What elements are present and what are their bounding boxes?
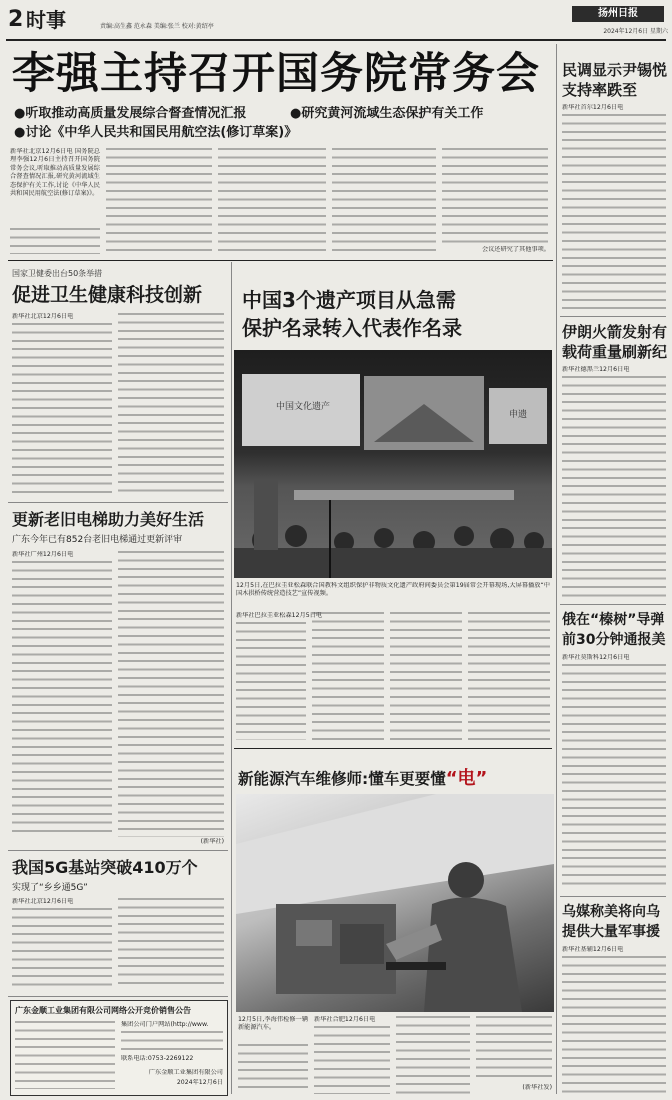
- heritage-headline-2: 保护名录转入代表作名录: [242, 316, 462, 340]
- bullet-icon: ●: [14, 125, 26, 140]
- russia-body: [562, 664, 666, 890]
- ev-headline-quote: “电”: [445, 768, 488, 789]
- heritage-body-col-1: [236, 622, 306, 740]
- bullet-icon: ●: [290, 106, 302, 121]
- ev-body-col-2: [314, 1026, 390, 1094]
- ad-date: 2024年12月6日: [176, 1079, 223, 1086]
- ad-website: 集团公司门户网站(http://www.: [121, 1021, 209, 1028]
- ev-body-col-1: [238, 1044, 308, 1094]
- heritage-caption: 12月5日,在巴拉圭亚松森联合国教科文组织保护非物质文化遗产政府间委员会第19届常会开幕现场,大屏幕播放“中国木拱桥传统营造技艺”宣传视频。: [236, 582, 550, 598]
- heritage-body-col-4: [468, 612, 550, 740]
- lead-body-col-3: [218, 148, 326, 254]
- page-number: 2: [8, 7, 24, 32]
- poll-headline-1: 民调显示尹锡悦: [562, 61, 667, 79]
- ad-title: 广东金顺工业集团有限公司网络公开竞价销售公告: [15, 1006, 191, 1015]
- poll-body: [562, 114, 666, 310]
- screen-text-right: 申遗: [508, 410, 527, 420]
- g5-headline: 我国5G基站突破410万个: [12, 858, 198, 877]
- paper-name: 扬州日报: [598, 8, 638, 19]
- elevator-subhead: 广东今年已有852台老旧电梯通过更新评审: [12, 535, 183, 545]
- lead-body-start: 新华社北京12月6日电 国务院总理李强12月6日主持召开国务院常务会议,听取推动高质量发展综合督查情况汇报,研究黄河流域生态保护有关工作,讨论《中华人民共和国民用航空法(修订草案)》。: [10, 148, 100, 198]
- heritage-body-col-3: [390, 612, 462, 740]
- g5-subhead: 实现了“乡乡通5G”: [12, 883, 88, 893]
- poll-headline-2: 支持率跌至: [562, 81, 638, 99]
- elevator-body-col-2: [118, 551, 224, 837]
- lead-body-col-4: [332, 148, 436, 254]
- ukraine-headline-2: 提供大量军事援: [562, 924, 660, 940]
- health-byline: 新华社北京12月6日电: [12, 313, 74, 320]
- ad-signer: 广东金顺工业集团有限公司: [148, 1069, 223, 1076]
- section-title: 时事: [26, 8, 66, 32]
- issue-date: 2024年12月6日 星期六: [603, 28, 668, 35]
- rocket-headline-1: 伊朗火箭发射有: [562, 323, 667, 341]
- elevator-headline: 更新老旧电梯助力美好生活: [12, 510, 205, 529]
- lead-headline: 李强主持召开国务院常务会: [12, 49, 540, 99]
- lead-body-col-2: [106, 148, 212, 254]
- editor-credits: 责编:高生鑫 范永森 美编:张兰 校对:黄绍亭: [100, 23, 214, 30]
- lead-body-col-5: [442, 148, 548, 244]
- ad-body-col-1: [15, 1021, 115, 1089]
- poll-byline: 新华社首尔12月6日电: [562, 104, 624, 111]
- elevator-body-col-1: [12, 561, 112, 837]
- russia-byline: 新华社莫斯科12月6日电: [562, 654, 630, 661]
- ukraine-headline-1: 乌媒称美将向乌: [562, 904, 660, 920]
- health-headline: 促进卫生健康科技创新: [12, 284, 203, 306]
- heritage-body-col-2: [312, 612, 384, 740]
- lead-body-col-1b: [10, 228, 100, 254]
- rocket-body: [562, 376, 666, 598]
- ad-phone: 联系电话:0753-2269122: [121, 1055, 194, 1062]
- page-header: [0, 0, 672, 40]
- g5-byline: 新华社北京12月6日电: [12, 898, 74, 905]
- screen-text-left: 中国文化遗产: [275, 402, 330, 412]
- g5-body-col-2: [118, 898, 224, 990]
- health-body-col-1: [12, 323, 112, 495]
- heritage-photo: [234, 350, 552, 578]
- heritage-photo-scene: [234, 350, 552, 578]
- ad-box: [10, 1000, 228, 1096]
- health-body-col-2: [118, 313, 224, 495]
- ev-caption: 12月5日,李海伟检修一辆新能源汽车。: [238, 1016, 308, 1032]
- mechanic-head: [448, 862, 484, 898]
- ev-credit: (新华社发): [522, 1084, 552, 1091]
- ev-body-col-4: [476, 1016, 552, 1082]
- ev-headline-text: 新能源汽车维修师:懂车更要懂: [238, 770, 446, 788]
- bullet-icon: ●: [14, 106, 26, 121]
- lead-end-note: 会议还研究了其他事项。: [481, 246, 550, 253]
- rocket-headline-2: 载荷重量刷新纪: [562, 343, 667, 361]
- ev-photo-scene: [236, 794, 554, 1012]
- ev-byline: 新华社合肥12月6日电: [314, 1016, 376, 1023]
- ev-headline: [238, 768, 556, 790]
- lead-bullet-2: ●研究黄河流域生态保护有关工作: [290, 106, 484, 121]
- health-kicker: 国家卫健委出台50条举措: [12, 269, 103, 278]
- g5-body-col-1: [12, 908, 112, 990]
- elevator-byline: 新华社广州12月6日电: [12, 551, 74, 558]
- paper-logo: [572, 6, 664, 22]
- elevator-credit: (新华社): [200, 838, 224, 845]
- ukraine-byline: 新华社基辅12月6日电: [562, 946, 624, 953]
- lead-bullet-1: ●听取推动高质量发展综合督查情况汇报: [14, 106, 247, 121]
- ev-photo: [236, 794, 554, 1012]
- ukraine-body: [562, 956, 666, 1094]
- ev-body-col-3: [396, 1016, 470, 1094]
- russia-headline-1: 俄在“榛树”导弹: [562, 612, 665, 628]
- ad-body-col-2: [121, 1031, 223, 1053]
- rocket-byline: 新华社德黑兰12月6日电: [562, 366, 630, 373]
- mechanic-body: [424, 897, 522, 1012]
- heritage-byline: 新华社巴拉圭亚松森12月5日电: [236, 612, 323, 619]
- heritage-headline-1: 中国3个遗产项目从急需: [242, 288, 456, 312]
- lead-bullet-3: ●讨论《中华人民共和国民用航空法(修订草案)》: [14, 125, 298, 140]
- russia-headline-2: 前30分钟通报美: [562, 632, 666, 648]
